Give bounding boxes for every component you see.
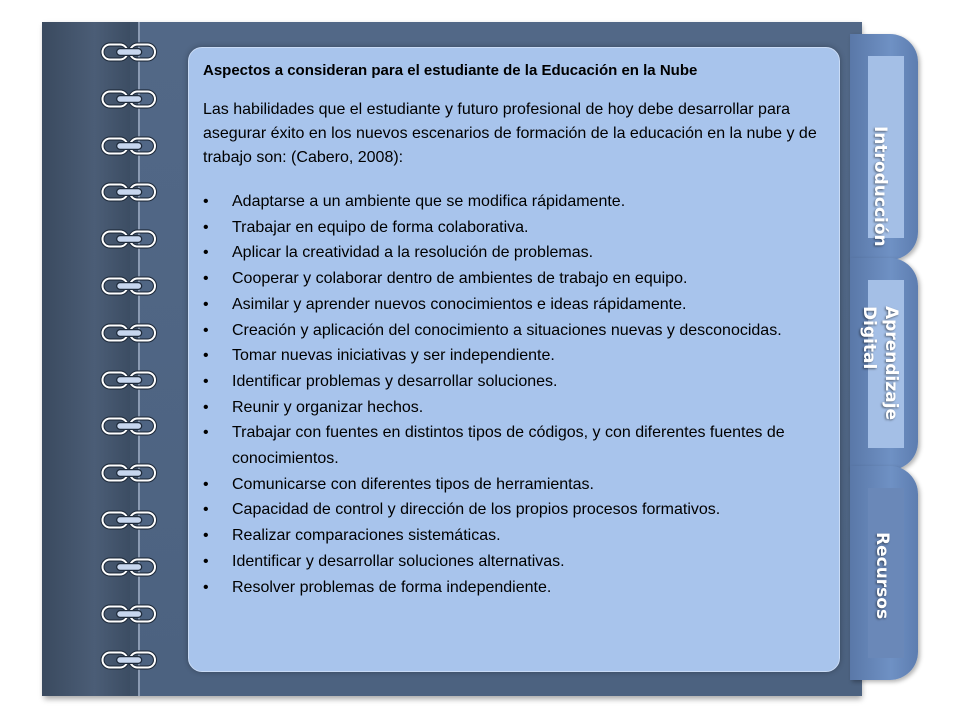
spiral-ring-icon [96,463,164,483]
list-item: • Identificar problemas y desarrollar soluciones. [203,369,818,395]
list-item: • Cooperar y colaborar dentro de ambientes de trabajo en equipo. [203,266,818,292]
list-item: • Trabajar con fuentes en distintos tipos de códigos, y con diferentes fuentes de conocimientos. [203,420,818,471]
list-item: • Comunicarse con diferentes tipos de herramientas. [203,472,818,498]
skills-list [203,189,818,600]
spiral-ring-icon [96,604,164,624]
tab-introduccion-label: Introducción [870,126,890,247]
list-item: • Aplicar la creatividad a la resolución de problemas. [203,240,818,266]
list-item: • Trabajar en equipo de forma colaborativa. [203,215,818,241]
spiral-ring-icon [96,650,164,670]
spiral-ring-icon [96,229,164,249]
tab-recursos-label: Recursos [872,532,892,620]
tab-introduccion[interactable] [850,34,918,260]
spiral-ring-icon [96,510,164,530]
spiral-ring-icon [96,89,164,109]
spiral-ring-icon [96,323,164,343]
list-item: • Creación y aplicación del conocimiento a situaciones nuevas y desconocidas. [203,318,818,344]
tab-aprendizaje-digital[interactable] [850,258,918,470]
spiral-ring-icon [96,136,164,156]
spiral-ring-icon [96,276,164,296]
list-item: • Resolver problemas de forma independiente. [203,575,818,601]
spiral-ring-icon [96,416,164,436]
content-heading: Aspectos a consideran para el estudiante de la Educación en la Nube [203,62,698,79]
list-item: • Reunir y organizar hechos. [203,395,818,421]
tab-aprendizaje-digital-label: Aprendizaje Digital [859,306,901,421]
list-item: • Asimilar y aprender nuevos conocimientos e ideas rápidamente. [203,292,818,318]
list-item: • Realizar comparaciones sistemáticas. [203,523,818,549]
list-item: • Identificar y desarrollar soluciones alternativas. [203,549,818,575]
list-item: • Capacidad de control y dirección de los propios procesos formativos. [203,497,818,523]
list-item: • Adaptarse a un ambiente que se modifica rápidamente. [203,189,818,215]
list-item: • Tomar nuevas iniciativas y ser independiente. [203,343,818,369]
spiral-ring-icon [96,42,164,62]
notebook-spine [42,22,130,696]
spiral-ring-icon [96,182,164,202]
content-paragraph: Las habilidades que el estudiante y futuro profesional de hoy debe desarrollar para asegurar éxito en los nuevos escenarios de formación de la educación en la nube y de trabajo son: (Cabero, 2008): [203,101,817,166]
spiral-ring-icon [96,557,164,577]
spiral-ring-icon [96,370,164,390]
tab-recursos[interactable] [850,466,918,680]
